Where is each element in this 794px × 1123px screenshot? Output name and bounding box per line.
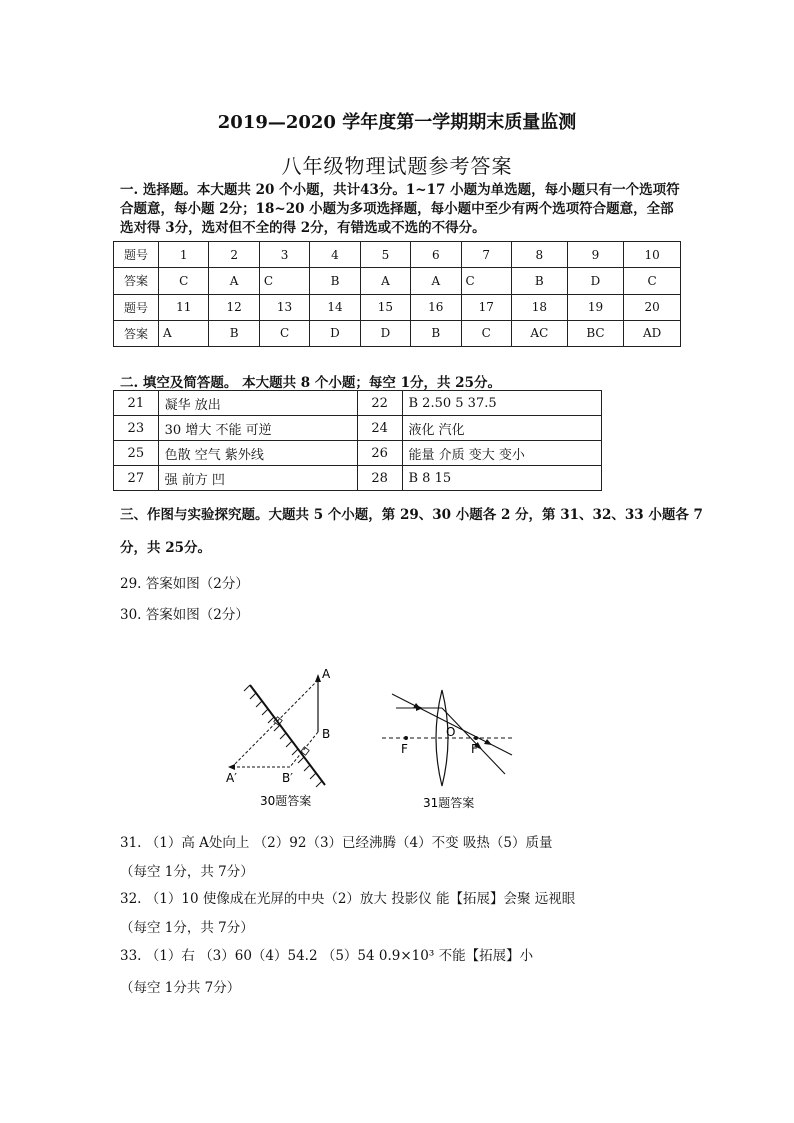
question-number: 4 [310, 242, 360, 268]
question-number: 1 [159, 242, 209, 268]
question-number: 19 [567, 294, 624, 320]
answer-cell: B 2.50 5 37.5 [402, 391, 602, 416]
question-number: 16 [411, 294, 461, 320]
question-number: 5 [360, 242, 410, 268]
question-number: 7 [461, 242, 511, 268]
ray-refracted-1 [442, 708, 505, 774]
label-b-prime: B′ [282, 771, 293, 785]
question-number: 3 [259, 242, 309, 268]
table-row [114, 466, 602, 491]
label-f-right: F [471, 742, 478, 756]
choice-answer-table [113, 241, 681, 347]
answer-cell: 液化 汽化 [402, 416, 602, 441]
answer-cell: A [360, 268, 410, 294]
answer-cell: D [360, 320, 410, 346]
table-row [114, 320, 681, 346]
answer-cell: C [461, 268, 511, 294]
mirror-line [250, 685, 325, 785]
q31-note: （每空 1分，共 7分） [120, 864, 254, 880]
answer-cell: D [310, 320, 360, 346]
q32-answer: 32. （1）10 使像成在光屏的中央（2）放大 投影仪 能【拓展】会聚 远视眼 [120, 891, 576, 907]
answer-cell: B 8 15 [402, 466, 602, 491]
question-number: 25 [114, 441, 159, 466]
figure-30-mirror-diagram [226, 667, 331, 808]
page-title: 2019—2020 学年度第一学期期末质量监测 [217, 112, 577, 133]
figure-31-lens-diagram [382, 690, 515, 810]
section3-intro-line1: 三、作图与实验探究题。大题共 5 个小题，第 29、30 小题各 2 分，第 31、32、33 小题各 7 [120, 507, 703, 523]
question-number: 12 [209, 294, 259, 320]
q30-answer: 30. 答案如图（2分） [120, 607, 249, 623]
figure-31-caption: 31题答案 [423, 796, 475, 810]
answer-cell: A [159, 320, 209, 346]
answer-cell: B [411, 320, 461, 346]
section2-intro: 二. 填空及简答题。 本大题共 8 个小题；每空 1分，共 25分。 [120, 375, 501, 391]
table-row [114, 294, 681, 320]
label-f-left: F [401, 742, 408, 756]
q33-answer: 33. （1）右 （3）60（4）54.2 （5）54 0.9×10³ 不能【拓展】小 [120, 948, 534, 964]
focus-left-dot [404, 736, 408, 740]
answer-cell: 色散 空气 紫外线 [158, 441, 357, 466]
label-a: A [322, 667, 331, 681]
label-o: O [446, 725, 456, 739]
row-label: 题号 [114, 294, 159, 320]
image-arrowhead [228, 764, 235, 770]
question-number: 6 [411, 242, 461, 268]
question-number: 10 [624, 242, 681, 268]
q33-note: （每空 1分共 7分） [120, 980, 241, 996]
question-number: 18 [511, 294, 567, 320]
question-number: 20 [624, 294, 681, 320]
page-subtitle: 八年级物理试题参考答案 [281, 154, 513, 178]
q31-answer: 31. （1）高 A处向上 （2）92（3）已经沸腾（4）不变 吸热（5）质量 [120, 835, 553, 851]
question-number: 28 [357, 466, 402, 491]
question-number: 15 [360, 294, 410, 320]
table-row [114, 391, 602, 416]
q29-answer: 29. 答案如图（2分） [120, 576, 249, 592]
answer-cell: B [310, 268, 360, 294]
question-number: 22 [357, 391, 402, 416]
question-number: 13 [259, 294, 309, 320]
question-number: 11 [159, 294, 209, 320]
label-b: B [322, 727, 331, 741]
label-a-prime: A′ [226, 771, 237, 785]
answer-cell: C [159, 268, 209, 294]
question-number: 2 [209, 242, 259, 268]
question-number: 27 [114, 466, 159, 491]
row-label: 答案 [114, 268, 159, 294]
answer-cell: AC [511, 320, 567, 346]
answer-cell: C [624, 268, 681, 294]
question-number: 24 [357, 416, 402, 441]
answer-cell: AD [624, 320, 681, 346]
section1-intro: 一. 选择题。本大题共 20 个小题，共计43分。1~17 小题为单选题，每小题只有一个选项符合题意，每小题 2分；18~20 小题为多项选择题，每小题中至少有两个选项符合题意，全部选对得 3分，选对但不全的得 2分，有错选或不选的不得分。 [120, 182, 680, 236]
fill-answer-table [113, 390, 602, 491]
answer-cell: 30 增大 不能 可逆 [158, 416, 357, 441]
question-number: 8 [511, 242, 567, 268]
answer-cell: 凝华 放出 [158, 391, 357, 416]
answer-cell: B [209, 320, 259, 346]
row-label: 答案 [114, 320, 159, 346]
answer-cell: D [567, 268, 624, 294]
perpendicular-a [232, 680, 318, 767]
answer-cell: 强 前方 凹 [158, 466, 357, 491]
answer-figures [220, 660, 520, 820]
answer-cell: B [511, 268, 567, 294]
answer-cell: A [209, 268, 259, 294]
table-row [114, 242, 681, 268]
question-number: 21 [114, 391, 159, 416]
answer-cell: BC [567, 320, 624, 346]
question-number: 17 [461, 294, 511, 320]
answer-cell: A [411, 268, 461, 294]
question-number: 26 [357, 441, 402, 466]
answer-cell: C [259, 320, 309, 346]
row-label: 题号 [114, 242, 159, 268]
answer-cell: C [259, 268, 309, 294]
object-arrowhead [315, 674, 321, 682]
figure-30-caption: 30题答案 [260, 794, 312, 808]
table-row [114, 416, 602, 441]
question-number: 14 [310, 294, 360, 320]
answer-cell: C [461, 320, 511, 346]
table-row [114, 441, 602, 466]
section3-intro-line2: 分，共 25分。 [120, 540, 211, 556]
question-number: 9 [567, 242, 624, 268]
q32-note: （每空 1分，共 7分） [120, 920, 254, 936]
question-number: 23 [114, 416, 159, 441]
perpendicular-b [290, 732, 318, 767]
table-row [114, 268, 681, 294]
answer-cell: 能量 介质 变大 变小 [402, 441, 602, 466]
